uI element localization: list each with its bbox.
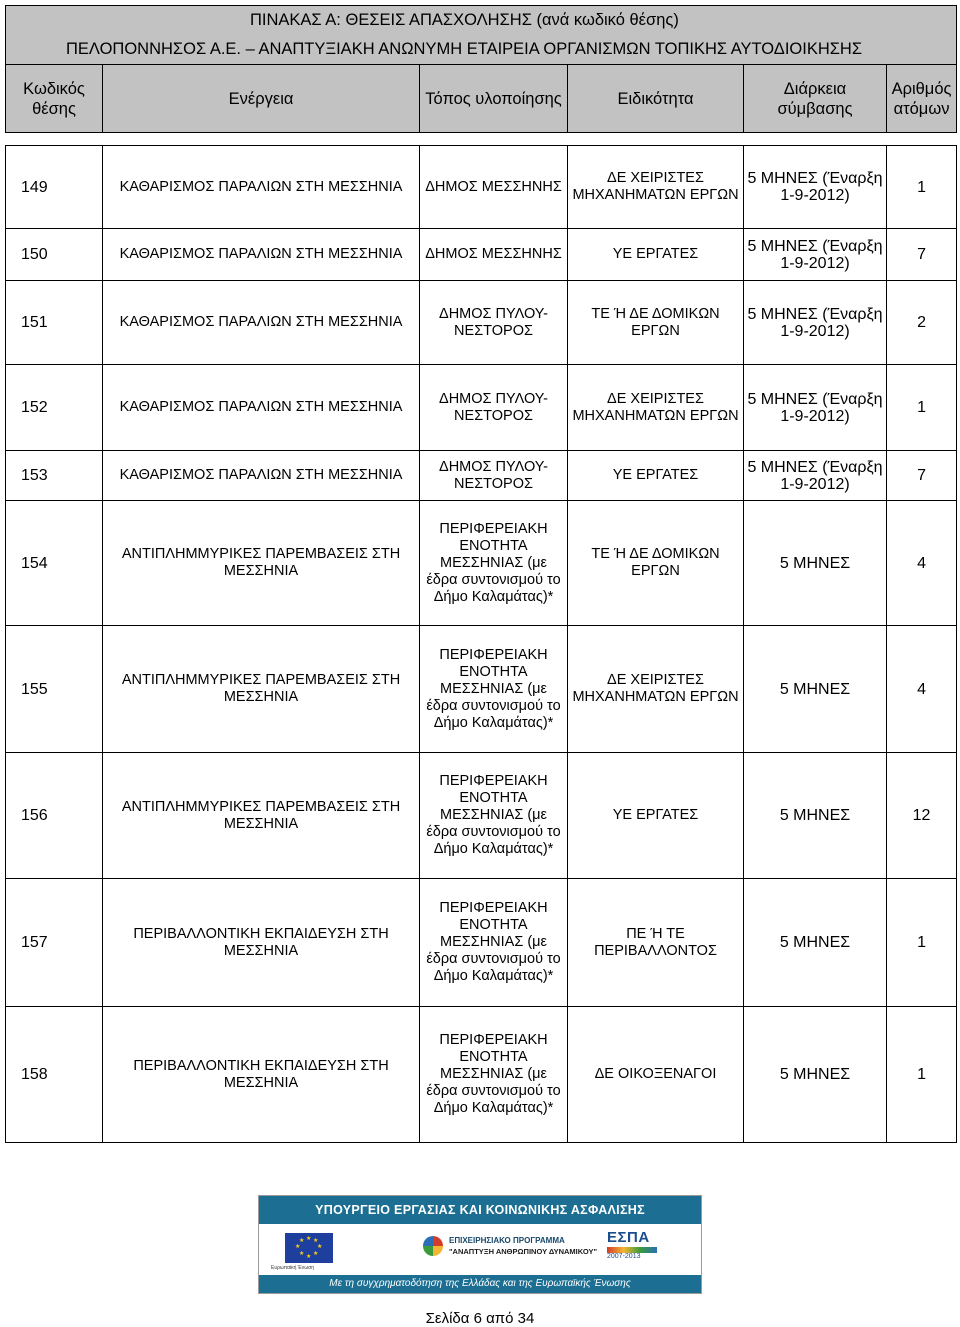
logos-strip xyxy=(259,1224,701,1274)
cofunding-statement: Με τη συγχρηματοδότηση της Ελλάδας και της Ευρωπαϊκής Ένωσης xyxy=(259,1275,701,1293)
cell-persons: 4 xyxy=(887,501,957,626)
table-subtitle: ΠΕΛΟΠΟΝΝΗΣΟΣ Α.Ε. – ΑΝΑΠΤΥΞΙΑΚΗ ΑΝΩΝΥΜΗ ΕΤΑΙΡΕΙΑ ΟΡΓΑΝΙΣΜΩΝ ΤΟΠΙΚΗΣ ΑΥΤΟΔΙΟΙΚΗΣΗΣ xyxy=(6,35,957,65)
table-row xyxy=(6,626,957,753)
cell-activity: ΚΑΘΑΡΙΣΜΟΣ ΠΑΡΑΛΙΩΝ ΣΤΗ ΜΕΣΣΗΝΙΑ xyxy=(103,451,420,501)
cell-location: ΠΕΡΙΦΕΡΕΙΑΚΗ ΕΝΟΤΗΤΑ ΜΕΣΣΗΝΙΑΣ (με έδρα συντονισμού το Δήμο Καλαμάτας)* xyxy=(420,501,568,626)
cell-persons: 12 xyxy=(887,753,957,879)
cell-activity: ΚΑΘΑΡΙΣΜΟΣ ΠΑΡΑΛΙΩΝ ΣΤΗ ΜΕΣΣΗΝΙΑ xyxy=(103,365,420,451)
document-sheet xyxy=(5,5,956,1143)
espa-wordmark: ΕΣΠΑ xyxy=(607,1229,650,1246)
cell-code: 152 xyxy=(6,365,103,451)
table-row xyxy=(6,753,957,879)
cell-location: ΠΕΡΙΦΕΡΕΙΑΚΗ ΕΝΟΤΗΤΑ ΜΕΣΣΗΝΙΑΣ (με έδρα συντονισμού το Δήμο Καλαμάτας)* xyxy=(420,879,568,1007)
table-title: ΠΙΝΑΚΑΣ Α: ΘΕΣΕΙΣ ΑΠΑΣΧΟΛΗΣΗΣ (ανά κωδικό θέσης) xyxy=(6,6,957,36)
cell-activity: ΚΑΘΑΡΙΣΜΟΣ ΠΑΡΑΛΙΩΝ ΣΤΗ ΜΕΣΣΗΝΙΑ xyxy=(103,146,420,229)
cell-activity: ΠΕΡΙΒΑΛΛΟΝΤΙΚΗ ΕΚΠΑΙΔΕΥΣΗ ΣΤΗ ΜΕΣΣΗΝΙΑ xyxy=(103,1007,420,1143)
cell-code: 151 xyxy=(6,281,103,365)
table-row xyxy=(6,501,957,626)
cell-specialty: ΥΕ ΕΡΓΑΤΕΣ xyxy=(568,229,744,281)
table-title-row xyxy=(6,6,957,36)
cell-specialty: ΥΕ ΕΡΓΑΤΕΣ xyxy=(568,753,744,879)
cell-activity: ΑΝΤΙΠΛΗΜΜΥΡΙΚΕΣ ΠΑΡΕΜΒΑΣΕΙΣ ΣΤΗ ΜΕΣΣΗΝΙΑ xyxy=(103,753,420,879)
cell-code: 155 xyxy=(6,626,103,753)
cell-specialty: ΔΕ ΧΕΙΡΙΣΤΕΣ ΜΗΧΑΝΗΜΑΤΩΝ ΕΡΓΩΝ xyxy=(568,365,744,451)
eu-caption: Ευρωπαϊκή Ένωση xyxy=(271,1265,314,1271)
cell-specialty: ΔΕ ΧΕΙΡΙΣΤΕΣ ΜΗΧΑΝΗΜΑΤΩΝ ΕΡΓΩΝ xyxy=(568,146,744,229)
cell-activity: ΚΑΘΑΡΙΣΜΟΣ ΠΑΡΑΛΙΩΝ ΣΤΗ ΜΕΣΣΗΝΙΑ xyxy=(103,281,420,365)
column-header-location: Τόπος υλοποίησης xyxy=(420,65,568,133)
cell-code: 157 xyxy=(6,879,103,1007)
cell-location: ΔΗΜΟΣ ΠΥΛΟΥ-ΝΕΣΤΟΡΟΣ xyxy=(420,451,568,501)
header-spacer-row xyxy=(6,133,957,146)
cell-specialty: ΥΕ ΕΡΓΑΤΕΣ xyxy=(568,451,744,501)
espa-logo xyxy=(607,1229,661,1269)
table-row xyxy=(6,146,957,229)
cell-duration: 5 ΜΗΝΕΣ xyxy=(744,879,887,1007)
table-row xyxy=(6,1007,957,1143)
cell-duration: 5 ΜΗΝΕΣ xyxy=(744,501,887,626)
column-header-code: Κωδικός θέσης xyxy=(6,65,103,133)
table-row xyxy=(6,451,957,501)
cell-location: ΔΗΜΟΣ ΜΕΣΣΗΝΗΣ xyxy=(420,229,568,281)
cell-location: ΠΕΡΙΦΕΡΕΙΑΚΗ ΕΝΟΤΗΤΑ ΜΕΣΣΗΝΙΑΣ (με έδρα συντονισμού το Δήμο Καλαμάτας)* xyxy=(420,753,568,879)
column-header-persons: Αριθμός ατόμων xyxy=(887,65,957,133)
cell-location: ΔΗΜΟΣ ΠΥΛΟΥ-ΝΕΣΤΟΡΟΣ xyxy=(420,281,568,365)
cell-persons: 7 xyxy=(887,451,957,501)
cell-specialty: ΤΕ Ή ΔΕ ΔΟΜΙΚΩΝ ΕΡΓΩΝ xyxy=(568,501,744,626)
program-subtitle: "ΑΝΑΠΤΥΞΗ ΑΝΘΡΩΠΙΝΟΥ ΔΥΝΑΜΙΚΟΥ" xyxy=(449,1247,598,1256)
table-row xyxy=(6,229,957,281)
cell-activity: ΠΕΡΙΒΑΛΛΟΝΤΙΚΗ ΕΚΠΑΙΔΕΥΣΗ ΣΤΗ ΜΕΣΣΗΝΙΑ xyxy=(103,879,420,1007)
table-header-row xyxy=(6,65,957,133)
cell-duration: 5 ΜΗΝΕΣ (Έναρξη 1-9-2012) xyxy=(744,229,887,281)
cell-persons: 1 xyxy=(887,879,957,1007)
cell-location: ΠΕΡΙΦΕΡΕΙΑΚΗ ΕΝΟΤΗΤΑ ΜΕΣΣΗΝΙΑΣ (με έδρα συντονισμού το Δήμο Καλαμάτας)* xyxy=(420,1007,568,1143)
column-header-specialty: Ειδικότητα xyxy=(568,65,744,133)
program-title: ΕΠΙΧΕΙΡΗΣΙΑΚΟ ΠΡΟΓΡΑΜΜΑ xyxy=(449,1236,565,1245)
cell-persons: 1 xyxy=(887,146,957,229)
page-number: Σελίδα 6 από 34 xyxy=(425,1310,535,1327)
cell-persons: 2 xyxy=(887,281,957,365)
cell-duration: 5 ΜΗΝΕΣ (Έναρξη 1-9-2012) xyxy=(744,281,887,365)
cell-code: 158 xyxy=(6,1007,103,1143)
cell-code: 150 xyxy=(6,229,103,281)
cell-code: 154 xyxy=(6,501,103,626)
cell-persons: 7 xyxy=(887,229,957,281)
cell-duration: 5 ΜΗΝΕΣ (Έναρξη 1-9-2012) xyxy=(744,365,887,451)
cell-location: ΔΗΜΟΣ ΜΕΣΣΗΝΗΣ xyxy=(420,146,568,229)
cell-duration: 5 ΜΗΝΕΣ xyxy=(744,753,887,879)
table-subtitle-row xyxy=(6,35,957,65)
cell-activity: ΑΝΤΙΠΛΗΜΜΥΡΙΚΕΣ ΠΑΡΕΜΒΑΣΕΙΣ ΣΤΗ ΜΕΣΣΗΝΙΑ xyxy=(103,626,420,753)
cell-duration: 5 ΜΗΝΕΣ xyxy=(744,1007,887,1143)
eu-flag-icon: ★ ★ ★ ★ ★ ★ ★ ★ xyxy=(285,1233,333,1263)
table-row xyxy=(6,281,957,365)
cell-code: 149 xyxy=(6,146,103,229)
cell-duration: 5 ΜΗΝΕΣ (Έναρξη 1-9-2012) xyxy=(744,146,887,229)
cell-specialty: ΔΕ ΟΙΚΟΞΕΝΑΓΟΙ xyxy=(568,1007,744,1143)
cell-location: ΔΗΜΟΣ ΠΥΛΟΥ-ΝΕΣΤΟΡΟΣ xyxy=(420,365,568,451)
cell-duration: 5 ΜΗΝΕΣ xyxy=(744,626,887,753)
ministry-label: ΥΠΟΥΡΓΕΙΟ ΕΡΓΑΣΙΑΣ ΚΑΙ ΚΟΙΝΩΝΙΚΗΣ ΑΣΦΑΛΙΣΗΣ xyxy=(259,1196,701,1224)
column-header-duration: Διάρκεια σύμβασης xyxy=(744,65,887,133)
espa-years: 2007-2013 xyxy=(607,1253,641,1260)
cell-code: 156 xyxy=(6,753,103,879)
cell-duration: 5 ΜΗΝΕΣ (Έναρξη 1-9-2012) xyxy=(744,451,887,501)
cell-specialty: ΠΕ Ή ΤΕ ΠΕΡΙΒΑΛΛΟΝΤΟΣ xyxy=(568,879,744,1007)
cell-persons: 1 xyxy=(887,1007,957,1143)
cell-activity: ΚΑΘΑΡΙΣΜΟΣ ΠΑΡΑΛΙΩΝ ΣΤΗ ΜΕΣΣΗΝΙΑ xyxy=(103,229,420,281)
positions-table xyxy=(5,5,957,1143)
cell-persons: 4 xyxy=(887,626,957,753)
table-row xyxy=(6,365,957,451)
cell-activity: ΑΝΤΙΠΛΗΜΜΥΡΙΚΕΣ ΠΑΡΕΜΒΑΣΕΙΣ ΣΤΗ ΜΕΣΣΗΝΙΑ xyxy=(103,501,420,626)
cofunding-banner xyxy=(258,1195,702,1294)
cell-code: 153 xyxy=(6,451,103,501)
column-header-activity: Ενέργεια xyxy=(103,65,420,133)
cell-location: ΠΕΡΙΦΕΡΕΙΑΚΗ ΕΝΟΤΗΤΑ ΜΕΣΣΗΝΙΑΣ (με έδρα συντονισμού το Δήμο Καλαμάτας)* xyxy=(420,626,568,753)
table-row xyxy=(6,879,957,1007)
program-logo-icon xyxy=(423,1236,443,1256)
cell-specialty: ΔΕ ΧΕΙΡΙΣΤΕΣ ΜΗΧΑΝΗΜΑΤΩΝ ΕΡΓΩΝ xyxy=(568,626,744,753)
cell-specialty: ΤΕ Ή ΔΕ ΔΟΜΙΚΩΝ ΕΡΓΩΝ xyxy=(568,281,744,365)
cell-persons: 1 xyxy=(887,365,957,451)
